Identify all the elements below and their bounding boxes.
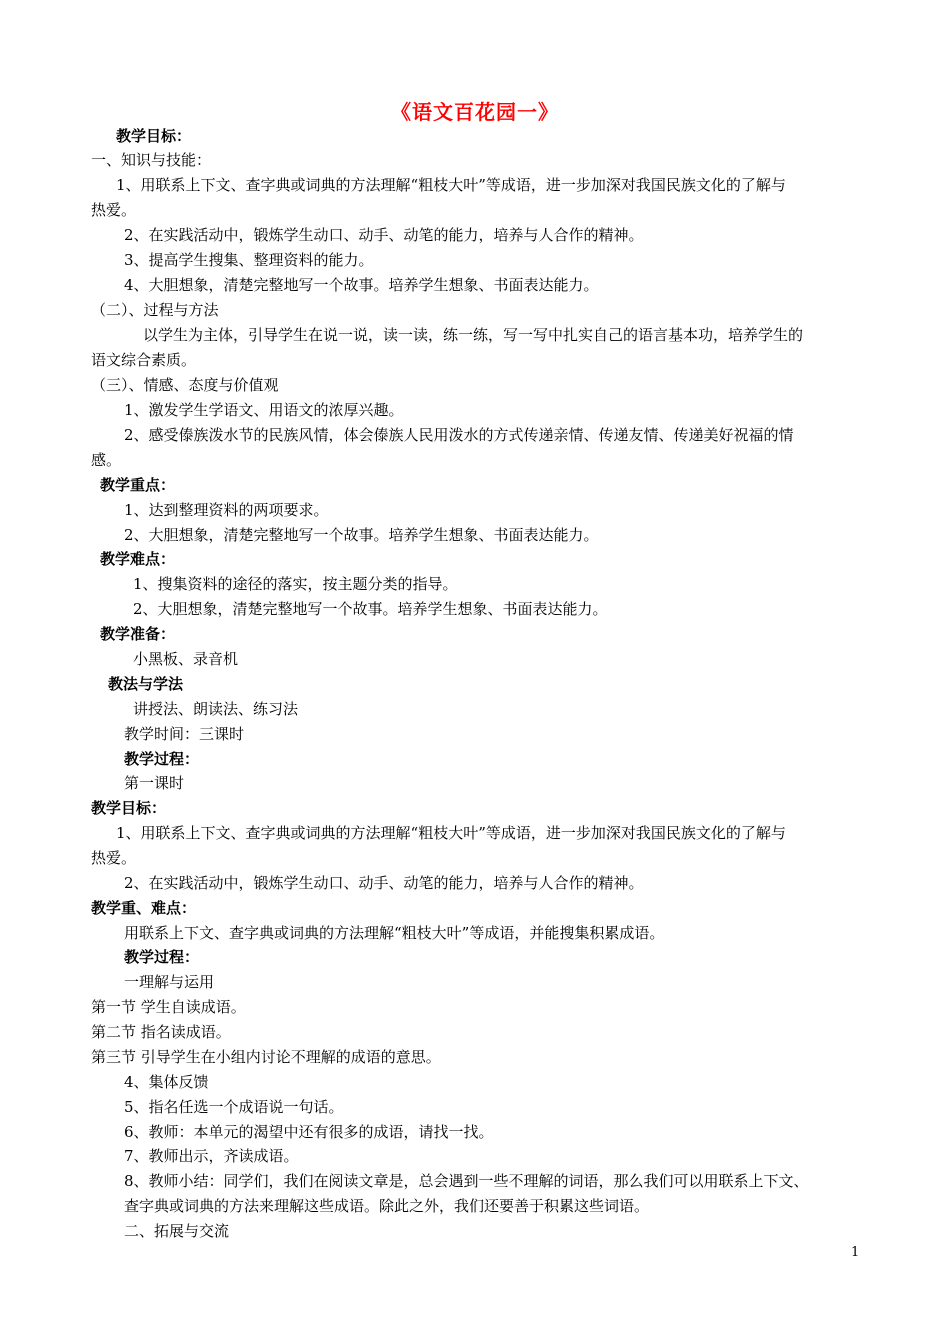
paragraph-line: 5、指名任选一个成语说一句话。 [124, 1098, 344, 1116]
paragraph-line: （二）、过程与方法 [91, 301, 219, 319]
section-heading: 教学难点： [100, 550, 176, 568]
paragraph-line: 7、教师出示，齐读成语。 [124, 1147, 299, 1165]
document-title: 《语文百花园一》 [391, 100, 559, 124]
paragraph-line: 讲授法、朗读法、练习法 [133, 700, 299, 718]
section-heading: 教学准备： [100, 625, 176, 643]
paragraph-line: 语文综合素质。 [91, 351, 197, 369]
paragraph-line: 第一课时 [124, 774, 185, 792]
paragraph-line: 2、在实践活动中，锻炼学生动口、动手、动笔的能力，培养与人合作的精神。 [124, 226, 644, 244]
paragraph-line: 2、感受傣族泼水节的民族风情，体会傣族人民用泼水的方式传递亲情、传递友情、传递美好祝福的情 [124, 426, 794, 444]
section-heading: 教学目标： [91, 799, 167, 817]
section-heading: 教学重点： [100, 476, 176, 494]
paragraph-line: 8、教师小结：同学们，我们在阅读文章是，总会遇到一些不理解的词语，那么我们可以用联系上下文、 [124, 1172, 809, 1190]
paragraph-line: 二、拓展与交流 [124, 1222, 230, 1240]
paragraph-line: 3、提高学生搜集、整理资料的能力。 [124, 251, 374, 269]
page-number: 1 [851, 1245, 860, 1260]
section-heading: 教学过程： [124, 750, 200, 768]
paragraph-line: 第三节 引导学生在小组内讨论不理解的成语的意思。 [91, 1048, 441, 1066]
paragraph-line: 热爱。 [91, 849, 137, 867]
paragraph-line: 一、知识与技能： [91, 151, 212, 169]
paragraph-line: 2、大胆想象，清楚完整地写一个故事。培养学生想象、书面表达能力。 [124, 526, 599, 544]
paragraph-line: 4、集体反馈 [124, 1073, 209, 1091]
paragraph-line: 查字典或词典的方法来理解这些成语。除此之外，我们还要善于积累这些词语。 [124, 1197, 650, 1215]
paragraph-line: 第二节 指名读成语。 [91, 1023, 231, 1041]
section-heading: 教学重、难点： [91, 899, 197, 917]
paragraph-line: 2、在实践活动中，锻炼学生动口、动手、动笔的能力，培养与人合作的精神。 [124, 874, 644, 892]
section-heading: 教法与学法 [108, 675, 184, 693]
paragraph-line: 感。 [91, 451, 122, 469]
section-heading: 教学过程： [124, 948, 200, 966]
paragraph-line: 一理解与运用 [124, 973, 215, 991]
paragraph-line: 教学时间：三课时 [124, 725, 245, 743]
paragraph-line: 第一节 学生自读成语。 [91, 998, 246, 1016]
paragraph-line: 1、用联系上下文、查字典或词典的方法理解“粗枝大叶”等成语，进一步加深对我国民族文化的了解与 [116, 824, 786, 842]
paragraph-line: 用联系上下文、查字典或词典的方法理解“粗枝大叶”等成语，并能搜集积累成语。 [124, 924, 665, 942]
paragraph-line: 1、激发学生学语文、用语文的浓厚兴趣。 [124, 401, 404, 419]
paragraph-line: 1、达到整理资料的两项要求。 [124, 501, 329, 519]
section-heading: 教学目标： [116, 127, 192, 145]
paragraph-line: 以学生为主体，引导学生在说一说，读一读，练一练，写一写中扎实自己的语言基本功，培养学生的 [143, 326, 804, 344]
paragraph-line: 4、大胆想象，清楚完整地写一个故事。培养学生想象、书面表达能力。 [124, 276, 599, 294]
paragraph-line: 1、搜集资料的途径的落实，按主题分类的指导。 [133, 575, 458, 593]
paragraph-line: 2、大胆想象，清楚完整地写一个故事。培养学生想象、书面表达能力。 [133, 600, 608, 618]
paragraph-line: 小黑板、录音机 [133, 650, 239, 668]
paragraph-line: 6、教师：本单元的渴望中还有很多的成语，请找一找。 [124, 1123, 494, 1141]
paragraph-line: 热爱。 [91, 201, 137, 219]
paragraph-line: 1、用联系上下文、查字典或词典的方法理解“粗枝大叶”等成语，进一步加深对我国民族文化的了解与 [116, 176, 786, 194]
paragraph-line: （三）、情感、态度与价值观 [91, 376, 279, 394]
